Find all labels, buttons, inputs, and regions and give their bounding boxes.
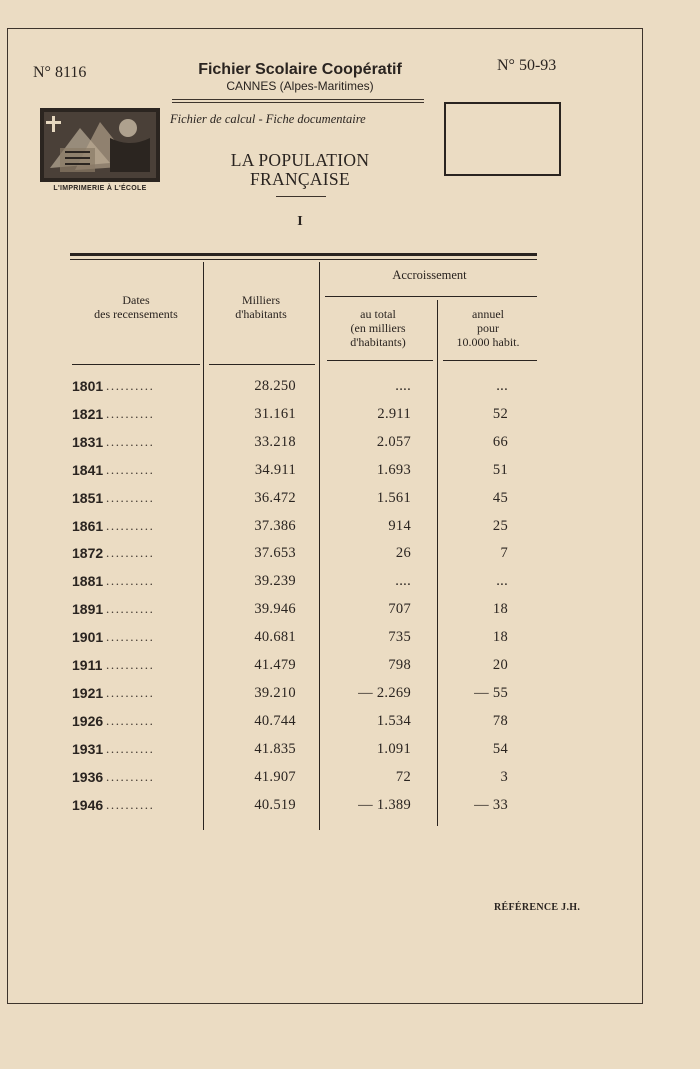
total-increase-cell: 1.693 <box>376 461 411 478</box>
table-row <box>0 769 700 797</box>
population-cell: 40.744 <box>254 712 296 729</box>
annual-increase-cell: 51 <box>492 461 508 478</box>
table-row <box>0 434 700 462</box>
annual-increase-cell: 20 <box>492 657 508 673</box>
header-bottom-rule-pop <box>209 364 315 365</box>
population-cell: 41.479 <box>254 657 296 673</box>
leader-dots: .......... <box>106 489 155 505</box>
date-cell: 1841 <box>72 461 104 478</box>
publisher-subtitle: CANNES (Alpes-Maritimes) <box>226 79 374 93</box>
leader-dots: .......... <box>106 461 155 477</box>
population-cell: 41.907 <box>254 768 296 785</box>
date-cell: 1911 <box>72 657 103 673</box>
document-title-line-2: FRANÇAISE <box>250 169 350 189</box>
title-rule <box>276 196 326 197</box>
table-row <box>0 378 700 406</box>
header-bottom-rule-total <box>327 360 433 361</box>
leader-dots: .......... <box>106 712 155 728</box>
reference-note: RÉFÉRENCE J.H. <box>494 902 581 913</box>
date-cell: 1931 <box>72 740 104 757</box>
annual-increase-cell: 3 <box>500 768 508 785</box>
table-row <box>0 406 700 434</box>
annual-increase-cell: ... <box>496 378 508 394</box>
date-cell: 1936 <box>72 768 104 785</box>
header-population <box>205 293 317 321</box>
sheet-number-left: N° 8116 <box>33 64 87 81</box>
date-cell: 1821 <box>72 405 104 422</box>
table-row <box>0 490 700 518</box>
annual-increase-cell: 18 <box>492 601 508 618</box>
date-cell: 1861 <box>72 517 104 534</box>
table-top-thin-rule <box>70 259 537 260</box>
header-rule <box>172 99 424 100</box>
leader-dots: .......... <box>106 517 155 533</box>
total-increase-cell: .... <box>395 378 411 394</box>
sheet-number-right: N° 50-93 <box>497 57 557 74</box>
table-row <box>0 741 700 769</box>
total-increase-cell: 26 <box>395 545 411 562</box>
table-row <box>0 713 700 741</box>
total-increase-cell: 914 <box>388 517 411 534</box>
population-cell: 34.911 <box>254 461 296 478</box>
table-row <box>0 573 700 601</box>
total-increase-cell: .... <box>395 573 411 590</box>
leader-dots: .......... <box>106 684 155 700</box>
population-cell: 39.210 <box>254 684 296 701</box>
stamp-box <box>444 102 561 176</box>
annual-increase-cell: ... <box>496 573 508 590</box>
date-cell: 1831 <box>72 433 104 450</box>
date-cell: 1872 <box>72 545 104 562</box>
header-total-line-3: d'habitants) <box>350 335 406 349</box>
annual-increase-cell: 18 <box>492 629 508 646</box>
date-cell: 1891 <box>72 601 104 618</box>
header-rule-2 <box>172 102 424 103</box>
document-title <box>200 151 400 189</box>
leader-dots: .......... <box>106 405 155 421</box>
total-increase-cell: 798 <box>388 657 411 673</box>
leader-dots: .......... <box>106 378 155 393</box>
annual-increase-cell: 45 <box>492 489 508 506</box>
date-cell: 1901 <box>72 629 104 646</box>
total-increase-cell: 1.561 <box>376 489 411 506</box>
population-cell: 37.386 <box>254 517 296 534</box>
annual-increase-cell: 25 <box>492 517 508 534</box>
header-population-line-1: Milliers <box>242 293 280 307</box>
total-increase-cell: 72 <box>395 768 411 785</box>
header-total-line-1: au total <box>360 307 396 321</box>
total-increase-cell: 735 <box>388 629 411 646</box>
date-cell: 1946 <box>72 796 104 813</box>
population-cell: 40.681 <box>254 629 296 646</box>
leader-dots: .......... <box>106 768 155 784</box>
header-bottom-rule-dates <box>72 364 200 365</box>
leader-dots: .......... <box>106 796 155 812</box>
leader-dots: .......... <box>106 657 155 672</box>
population-cell: 28.250 <box>254 378 296 394</box>
leader-dots: .......... <box>106 573 155 589</box>
annual-increase-cell: 52 <box>492 405 508 422</box>
header-total-line-2: (en milliers <box>350 321 406 335</box>
population-cell: 31.161 <box>254 405 296 422</box>
header-dates-line-2: des recensements <box>94 307 178 321</box>
header-accroissement: Accroissement <box>392 268 467 282</box>
population-cell: 41.835 <box>254 740 296 757</box>
leader-dots: .......... <box>106 629 155 645</box>
total-increase-cell: 1.091 <box>376 740 411 757</box>
annual-increase-cell: — 33 <box>474 796 508 813</box>
date-cell: 1851 <box>72 489 104 506</box>
publisher-title: Fichier Scolaire Coopératif <box>198 61 402 78</box>
annual-increase-cell: — 55 <box>474 684 508 701</box>
total-increase-cell: 1.534 <box>376 712 411 729</box>
table-top-thick-rule <box>70 253 537 256</box>
leader-dots: .......... <box>106 545 155 561</box>
total-increase-cell: 2.911 <box>377 405 411 422</box>
population-cell: 33.218 <box>254 433 296 450</box>
header-total <box>322 307 434 349</box>
date-cell: 1921 <box>72 684 104 701</box>
part-number: I <box>297 214 303 229</box>
header-annual-line-1: annuel <box>472 307 504 321</box>
logo-caption: L'IMPRIMERIE À L'ÉCOLE <box>53 185 147 192</box>
table-row <box>0 518 700 546</box>
table-row <box>0 462 700 490</box>
population-cell: 39.239 <box>254 573 296 590</box>
table-row <box>0 601 700 629</box>
total-increase-cell: — 2.269 <box>358 684 411 701</box>
printing-press-logo-icon <box>40 108 160 182</box>
document-title-line-1: LA POPULATION <box>230 150 370 170</box>
annual-increase-cell: 7 <box>500 545 508 562</box>
date-cell: 1801 <box>72 378 104 394</box>
header-dates-line-1: Dates <box>122 293 150 307</box>
header-annual-line-3: 10.000 habit. <box>456 335 520 349</box>
header-population-line-2: d'habitants <box>235 307 287 321</box>
total-increase-cell: — 1.389 <box>358 796 411 813</box>
fichier-line: Fichier de calcul - Fiche documentaire <box>170 112 366 126</box>
header-dates <box>72 293 200 321</box>
table-row <box>0 685 700 713</box>
header-bottom-rule-annual <box>443 360 537 361</box>
total-increase-cell: 2.057 <box>376 433 411 450</box>
population-cell: 39.946 <box>254 601 296 618</box>
annual-increase-cell: 66 <box>492 433 508 450</box>
table-row <box>0 797 700 825</box>
annual-increase-cell: 54 <box>492 740 508 757</box>
table-row <box>0 657 700 685</box>
date-cell: 1926 <box>72 712 104 729</box>
date-cell: 1881 <box>72 573 104 590</box>
table-row <box>0 545 700 573</box>
annual-increase-cell: 78 <box>492 712 508 729</box>
header-annual <box>439 307 537 349</box>
population-cell: 40.519 <box>254 796 296 813</box>
population-cell: 37.653 <box>254 545 296 562</box>
leader-dots: .......... <box>106 601 155 617</box>
leader-dots: .......... <box>106 433 155 449</box>
population-cell: 36.472 <box>254 489 296 506</box>
header-annual-line-2: pour <box>477 321 499 335</box>
total-increase-cell: 707 <box>388 601 411 618</box>
table-row <box>0 629 700 657</box>
leader-dots: .......... <box>106 740 155 756</box>
accroissement-rule <box>325 296 537 297</box>
